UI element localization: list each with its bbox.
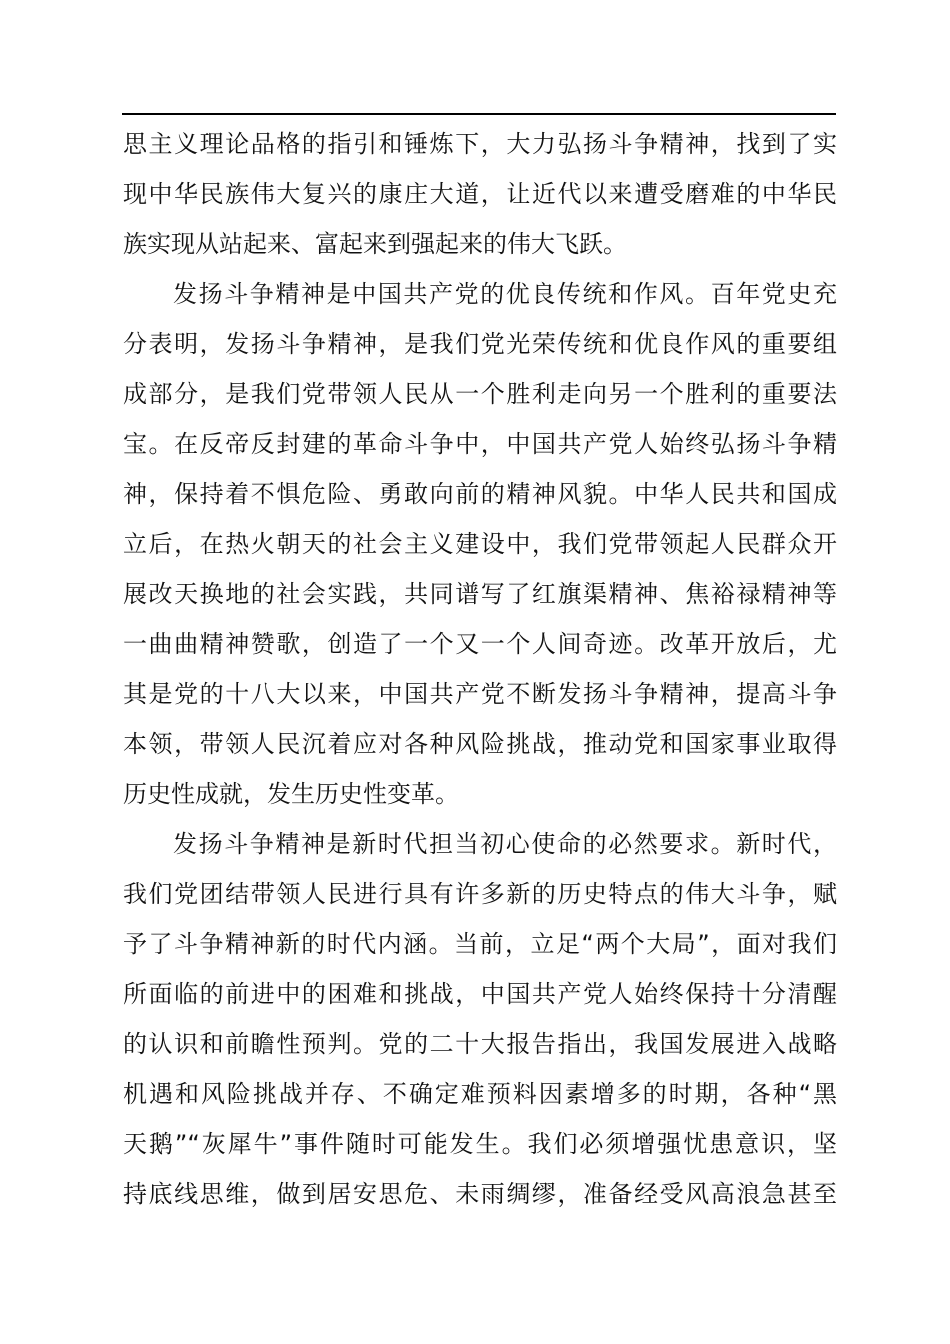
text-line: 的认识和前瞻性预判。党的二十大报告指出，我国发展进入战略 (123, 1030, 837, 1058)
text-line: 神，保持着不惧危险、勇敢向前的精神风貌。中华人民共和国成 (123, 480, 837, 508)
text-line: 现中华民族伟大复兴的康庄大道，让近代以来遭受磨难的中华民 (123, 180, 837, 208)
paragraph-first-line: 发扬斗争精神是中国共产党的优良传统和作风。百年党史充 (173, 280, 837, 308)
text-line: 思主义理论品格的指引和锤炼下，大力弘扬斗争精神，找到了实 (123, 130, 837, 158)
text-line: 立后，在热火朝天的社会主义建设中，我们党带领起人民群众开 (123, 530, 837, 558)
paragraph-first-line: 发扬斗争精神是新时代担当初心使命的必然要求。新时代， (173, 830, 837, 858)
text-line: 族实现从站起来、富起来到强起来的伟大飞跃。 (123, 230, 627, 258)
header-rule (122, 113, 836, 115)
text-line: 宝。在反帝反封建的革命斗争中，中国共产党人始终弘扬斗争精 (123, 430, 837, 458)
text-line: 成部分，是我们党带领人民从一个胜利走向另一个胜利的重要法 (123, 380, 837, 408)
text-line: 分表明，发扬斗争精神，是我们党光荣传统和优良作风的重要组 (123, 330, 837, 358)
text-line: 历史性成就，发生历史性变革。 (123, 780, 459, 808)
text-line: 所面临的前进中的困难和挑战，中国共产党人始终保持十分清醒 (123, 980, 837, 1008)
text-line: 天鹅”“灰犀牛”事件随时可能发生。我们必须增强忧患意识，坚 (123, 1130, 837, 1158)
text-line: 其是党的十八大以来，中国共产党不断发扬斗争精神，提高斗争 (123, 680, 837, 708)
text-line: 予了斗争精神新的时代内涵。当前，立足“两个大局”，面对我们 (123, 930, 837, 958)
text-line: 持底线思维，做到居安思危、未雨绸缪，准备经受风高浪急甚至 (123, 1180, 837, 1208)
text-line: 本领，带领人民沉着应对各种风险挑战，推动党和国家事业取得 (123, 730, 837, 758)
text-line: 我们党团结带领人民进行具有许多新的历史特点的伟大斗争，赋 (123, 880, 837, 908)
text-line: 一曲曲精神赞歌，创造了一个又一个人间奇迹。改革开放后，尤 (123, 630, 837, 658)
text-line: 展改天换地的社会实践，共同谱写了红旗渠精神、焦裕禄精神等 (123, 580, 837, 608)
text-line: 机遇和风险挑战并存、不确定难预料因素增多的时期，各种“黑 (123, 1080, 837, 1108)
